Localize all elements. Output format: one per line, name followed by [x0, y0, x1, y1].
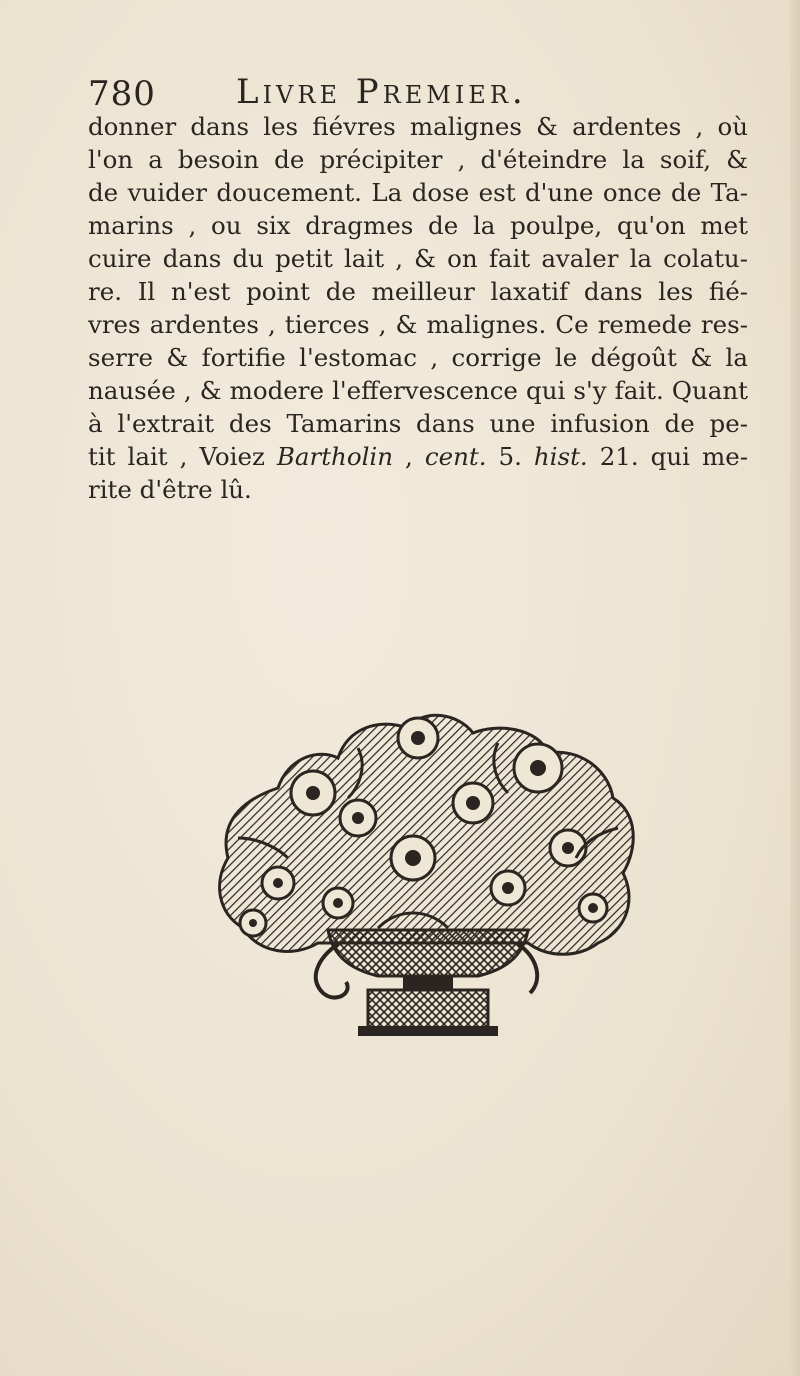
reference-separator: ,: [393, 442, 425, 471]
text-line: nausée , & modere l'effervescence qui s'y fait. Quant: [88, 376, 748, 405]
text-line: serre & fortifie l'estomac , corrige le dégoût & la: [88, 343, 748, 372]
page-edge: [790, 0, 800, 1376]
running-title: Livre Premier.: [236, 72, 527, 112]
text-line-reference: [88, 440, 748, 473]
text-line: re. Il n'est point de meilleur laxatif dans les fié-: [88, 277, 748, 306]
reference-suffix: 21. qui me-: [587, 442, 748, 471]
reference-history: hist.: [533, 442, 588, 471]
text-line: donner dans les fiévres malignes & ardentes , où: [88, 112, 748, 141]
text-line: l'on a besoin de précipiter , d'éteindre la soif, &: [88, 145, 748, 174]
text-line: à l'extrait des Tamarins dans une infusion de pe-: [88, 409, 748, 438]
reference-number: 5.: [486, 442, 534, 471]
text-line-final: rite d'être lû.: [88, 475, 252, 504]
reference-century: cent.: [424, 442, 487, 471]
text-line: de vuider doucement. La dose est d'une once de Ta-: [88, 178, 748, 207]
body-text: [88, 110, 748, 506]
text-line: cuire dans du petit lait , & on fait avaler la colatu-: [88, 244, 748, 273]
flower-basket-vignette-icon: [208, 708, 640, 1048]
page-number: 780: [88, 74, 156, 114]
text-line: vres ardentes , tierces , & malignes. Ce remede res-: [88, 310, 748, 339]
reference-author: Bartholin: [276, 442, 394, 471]
text-line: marins , ou six dragmes de la poulpe, qu'on met: [88, 211, 748, 240]
reference-prefix: tit lait , Voiez: [88, 442, 277, 471]
